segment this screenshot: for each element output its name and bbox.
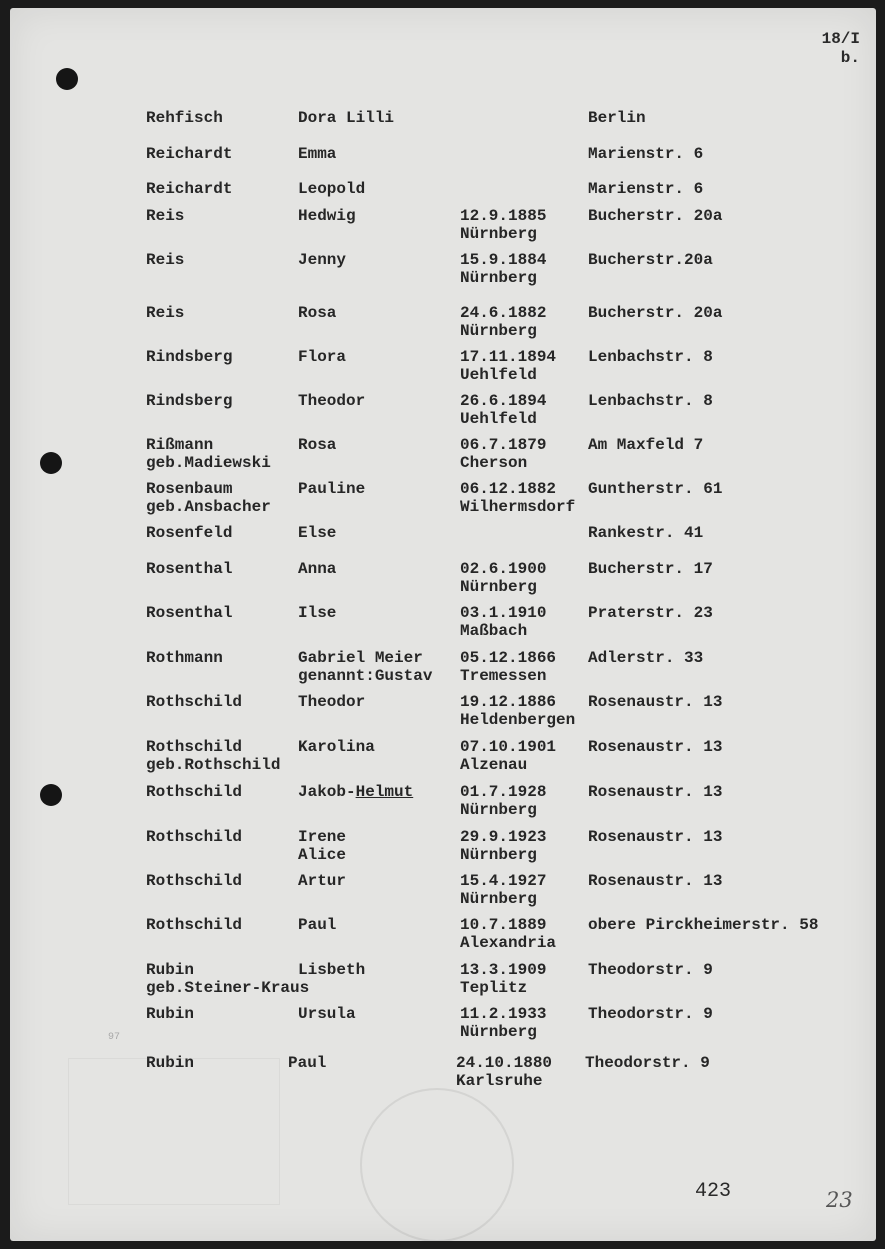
first-name: Ursula <box>298 1005 356 1023</box>
address: Lenbachstr. 8 <box>588 348 713 366</box>
birth-info: 26.6.1894 Uehlfeld <box>460 392 547 428</box>
address: obere Pirckheimerstr. 58 <box>588 916 819 934</box>
surname: Rosenfeld <box>146 524 233 542</box>
birth-info: 29.9.1923 Nürnberg <box>460 828 547 864</box>
address: Rosenaustr. 13 <box>588 693 723 711</box>
first-name: Artur <box>298 872 347 890</box>
surname: Rubin <box>146 1054 195 1072</box>
address: Bucherstr. 17 <box>588 560 713 578</box>
first-name: Lisbeth <box>298 961 366 979</box>
first-name: Theodor <box>298 392 366 410</box>
address: Bucherstr. 20a <box>588 304 723 322</box>
first-name: Jenny <box>298 251 347 269</box>
surname: Rindsberg <box>146 392 233 410</box>
first-name: Anna <box>298 560 337 578</box>
surname: Rothmann <box>146 649 223 667</box>
first-name: Karolina <box>298 738 375 756</box>
birth-info: 03.1.1910 Maßbach <box>460 604 547 640</box>
address: Berlin <box>588 109 646 127</box>
document-reference: 18/I b. <box>821 30 860 67</box>
list-item <box>10 916 876 954</box>
birth-info: 06.12.1882 Wilhermsdorf <box>460 480 576 516</box>
surname: Reis <box>146 251 185 269</box>
address: Theodorstr. 9 <box>588 1005 713 1023</box>
surname: Rosenthal <box>146 560 233 578</box>
surname: Rothschild <box>146 693 243 711</box>
birth-info: 15.9.1884 Nürnberg <box>460 251 547 287</box>
address: Adlerstr. 33 <box>588 649 704 667</box>
surname: Rindsberg <box>146 348 233 366</box>
list-item <box>10 392 876 430</box>
surname: Rothschild <box>146 783 243 801</box>
birth-info: 11.2.1933 Nürnberg <box>460 1005 547 1041</box>
handwritten-number: 23 <box>826 1188 853 1212</box>
birth-info: 19.12.1886 Heldenbergen <box>460 693 576 729</box>
birth-info: 02.6.1900 Nürnberg <box>460 560 547 596</box>
birth-info: 24.6.1882 Nürnberg <box>460 304 547 340</box>
list-item <box>10 783 876 821</box>
birth-info: 06.7.1879 Cherson <box>460 436 547 472</box>
list-item <box>10 436 876 474</box>
surname: Rothschild <box>146 916 243 934</box>
first-name: Leopold <box>298 180 366 198</box>
first-name: Dora Lilli <box>298 109 395 127</box>
birth-info: 13.3.1909 Teplitz <box>460 961 547 997</box>
surname: Reichardt <box>146 145 233 163</box>
document-page <box>10 8 876 1241</box>
list-item <box>10 304 876 342</box>
surname: Rubin geb.Steiner-Kraus <box>146 961 310 997</box>
faded-stamp <box>68 1058 280 1205</box>
surname: Reis <box>146 207 185 225</box>
first-name: Ilse <box>298 604 337 622</box>
list-item <box>10 145 876 183</box>
address: Bucherstr.20a <box>588 251 713 269</box>
birth-info: 17.11.1894 Uehlfeld <box>460 348 557 384</box>
birth-info: 01.7.1928 Nürnberg <box>460 783 547 819</box>
address: Praterstr. 23 <box>588 604 713 622</box>
address: Marienstr. 6 <box>588 145 704 163</box>
list-item <box>10 207 876 245</box>
first-name: Pauline <box>298 480 366 498</box>
list-item <box>10 872 876 910</box>
address: Rosenaustr. 13 <box>588 783 723 801</box>
surname: Rothschild geb.Rothschild <box>146 738 281 774</box>
punch-hole <box>56 68 78 90</box>
first-name: Rosa <box>298 436 337 454</box>
underlined-given-name: Helmut <box>355 783 414 801</box>
address: Rosenaustr. 13 <box>588 738 723 756</box>
first-name: Emma <box>298 145 337 163</box>
address: Guntherstr. 61 <box>588 480 723 498</box>
list-item <box>10 348 876 386</box>
address: Theodorstr. 9 <box>588 961 713 979</box>
address: Am Maxfeld 7 <box>588 436 704 454</box>
first-name: Paul <box>288 1054 327 1072</box>
surname: Rosenbaum geb.Ansbacher <box>146 480 271 516</box>
birth-info: 07.10.1901 Alzenau <box>460 738 557 774</box>
first-name: Else <box>298 524 337 542</box>
list-item <box>10 828 876 866</box>
first-name: Gabriel Meier genannt:Gustav <box>298 649 433 685</box>
list-item <box>10 524 876 562</box>
list-item <box>10 693 876 731</box>
faint-pencil-mark: 97 <box>108 1032 121 1043</box>
address: Bucherstr. 20a <box>588 207 723 225</box>
list-item <box>10 251 876 289</box>
surname: Reis <box>146 304 185 322</box>
birth-info: 10.7.1889 Alexandria <box>460 916 557 952</box>
address: Theodorstr. 9 <box>585 1054 710 1072</box>
surname: Rothschild <box>146 828 243 846</box>
address: Rankestr. 41 <box>588 524 704 542</box>
surname: Rubin <box>146 1005 195 1023</box>
address: Lenbachstr. 8 <box>588 392 713 410</box>
surname: Rosenthal <box>146 604 233 622</box>
first-name: Jakob-Helmut <box>298 783 414 801</box>
faded-stamp-circle <box>360 1088 514 1241</box>
address: Marienstr. 6 <box>588 180 704 198</box>
first-name: Hedwig <box>298 207 356 225</box>
surname: Rehfisch <box>146 109 223 127</box>
surname: Rißmann geb.Madiewski <box>146 436 271 472</box>
list-item <box>10 1005 876 1043</box>
birth-info: 05.12.1866 Tremessen <box>460 649 557 685</box>
first-name: Irene Alice <box>298 828 347 864</box>
first-name: Rosa <box>298 304 337 322</box>
page-number: 423 <box>695 1180 732 1203</box>
list-item <box>10 109 876 147</box>
surname: Rothschild <box>146 872 243 890</box>
list-item <box>10 738 876 776</box>
list-item <box>10 649 876 687</box>
address: Rosenaustr. 13 <box>588 872 723 890</box>
list-item <box>10 961 876 999</box>
birth-info: 12.9.1885 Nürnberg <box>460 207 547 243</box>
first-name: Flora <box>298 348 347 366</box>
list-item <box>10 604 876 642</box>
surname: Reichardt <box>146 180 233 198</box>
first-name: Theodor <box>298 693 366 711</box>
birth-info: 15.4.1927 Nürnberg <box>460 872 547 908</box>
birth-info: 24.10.1880 Karlsruhe <box>456 1054 553 1090</box>
list-item <box>10 480 876 518</box>
list-item <box>10 560 876 598</box>
first-name: Paul <box>298 916 337 934</box>
address: Rosenaustr. 13 <box>588 828 723 846</box>
